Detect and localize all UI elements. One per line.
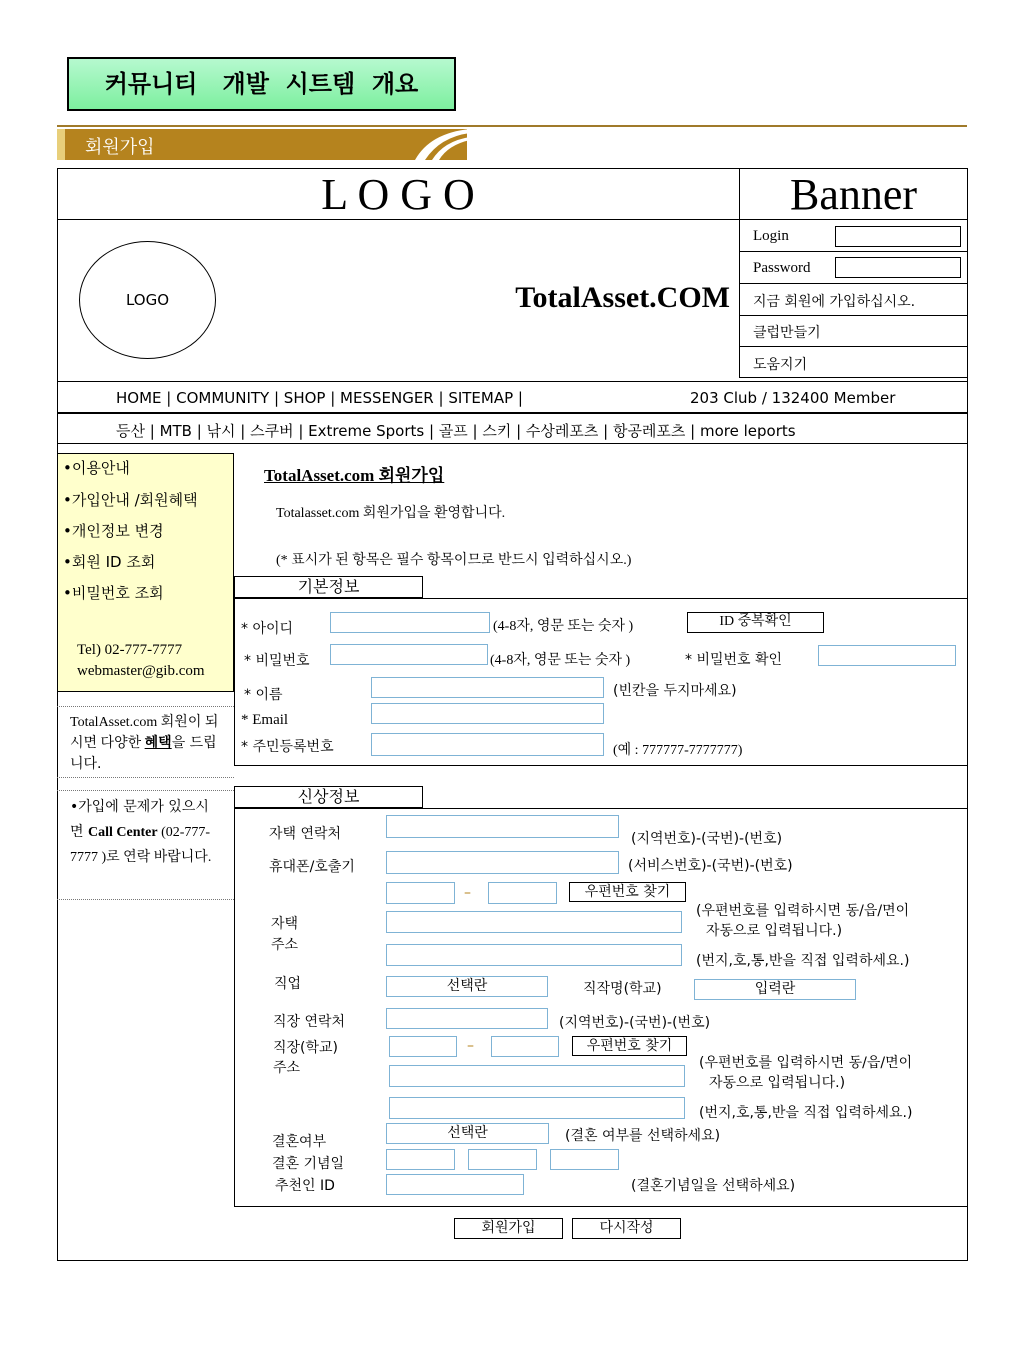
job-name-input[interactable]: 입력란 xyxy=(694,979,856,1000)
id-hint: (4-8자, 영문 또는 숫자 ) xyxy=(493,619,634,634)
password-field-label: * 비밀번호 xyxy=(244,653,310,669)
home-zip-hint-2: 자동으로 입력됩니다.) xyxy=(706,923,843,939)
anniversary-hint: (결혼기념일을 선택하세요) xyxy=(631,1178,796,1194)
job-label: 직업 xyxy=(274,976,302,992)
mobile-input[interactable] xyxy=(386,851,619,874)
join-link[interactable]: 지금 회원에 가입하십시오. xyxy=(753,294,916,310)
sidebar-item-password-lookup[interactable]: •비밀번호 조회 xyxy=(63,584,164,602)
login-label: Login xyxy=(753,228,789,244)
home-zip-hint-1: (우편번호를 입력하시면 동/읍/면이 xyxy=(696,903,910,919)
required-note: (* 표시가 된 항목은 필수 항목이므로 반드시 입력하십시오.) xyxy=(276,553,632,568)
marriage-select[interactable]: 선택란 xyxy=(386,1123,549,1144)
category-nav xyxy=(57,413,968,444)
work-address-label-1: 직장(학교) xyxy=(273,1040,339,1056)
work-address-detail-input[interactable] xyxy=(389,1097,685,1119)
section-label: 회원가입 xyxy=(85,137,155,158)
logo-circle-text: LOGO xyxy=(125,291,170,309)
work-address-input[interactable] xyxy=(389,1065,685,1087)
swoosh-decoration xyxy=(410,129,470,160)
sidebar-help xyxy=(57,790,234,900)
mobile-hint: (서비스번호)-(국번)-(번호) xyxy=(628,858,793,874)
home-address-input[interactable] xyxy=(386,911,682,933)
work-zip-hint-1: (우편번호를 입력하시면 동/읍/면이 xyxy=(699,1055,913,1071)
home-phone-hint: (지역번호)-(국번)-(번호) xyxy=(631,831,783,847)
logo-circle[interactable] xyxy=(79,241,216,359)
anniversary-day-input[interactable] xyxy=(550,1149,619,1170)
banner-title[interactable]: Banner xyxy=(789,170,918,219)
basic-info-tab xyxy=(234,576,423,598)
job-select[interactable]: 선택란 xyxy=(386,976,548,997)
anniversary-label: 결혼 기념일 xyxy=(272,1156,345,1172)
password-confirm-input[interactable] xyxy=(818,645,956,666)
sidebar-item-profile-edit[interactable]: •개인정보 변경 xyxy=(63,522,164,540)
home-zip-input-2[interactable] xyxy=(488,882,557,904)
work-zip-input-2[interactable] xyxy=(491,1036,559,1057)
site-name: TotalAsset.COM xyxy=(515,281,730,314)
name-input[interactable] xyxy=(371,677,604,698)
password-field[interactable] xyxy=(330,644,488,665)
login-panel xyxy=(739,220,968,378)
benefit-text-post: 을 드립니다. xyxy=(70,735,217,772)
home-address-detail-hint: (번지,호,통,반을 직접 입력하세요.) xyxy=(696,953,910,969)
mobile-label: 휴대폰/호출기 xyxy=(269,859,355,875)
job-name-label: 직작명(학교) xyxy=(583,981,662,997)
password-label: Password xyxy=(753,260,811,276)
help-link[interactable]: 도움지기 xyxy=(753,357,808,373)
rrn-hint: (예 : 777777-7777777) xyxy=(613,743,743,758)
reset-button[interactable]: 다시작성 xyxy=(572,1218,681,1239)
welcome-text: Totalasset.com 회원가입을 환영합니다. xyxy=(276,506,506,521)
anniversary-month-input[interactable] xyxy=(468,1149,537,1170)
work-phone-label: 직장 연락처 xyxy=(273,1014,346,1030)
submit-button[interactable]: 회원가입 xyxy=(454,1218,563,1239)
name-label: * 이름 xyxy=(244,687,283,703)
home-address-label-2: 주소 xyxy=(271,937,299,953)
recommender-input[interactable] xyxy=(386,1174,524,1195)
section-divider-line xyxy=(57,125,967,127)
slide-title-box xyxy=(67,57,456,111)
recommender-label: 추천인 ID xyxy=(275,1178,335,1194)
category-nav-links[interactable]: 등산 | MTB | 낚시 | 스쿠버 | Extreme Sports | 골프 | 스키 | 수상레포츠 | 항공레포츠 | more leports xyxy=(116,422,796,440)
form-title: TotalAsset.com 회원가입 xyxy=(264,466,445,485)
marriage-label: 결혼여부 xyxy=(272,1134,327,1150)
id-label: * 아이디 xyxy=(241,621,294,637)
home-phone-label: 자택 연락처 xyxy=(269,826,342,842)
rrn-input[interactable] xyxy=(371,733,604,756)
sidebar-tel: Tel) 02-777-7777 xyxy=(77,642,183,658)
password-input[interactable] xyxy=(835,257,961,278)
sidebar-menu xyxy=(57,453,234,692)
sidebar-email[interactable]: webmaster@gib.com xyxy=(77,663,205,679)
name-hint: (빈칸을 두지마세요) xyxy=(613,683,737,699)
work-zip-search-button[interactable]: 우편번호 찾기 xyxy=(572,1036,687,1056)
login-input[interactable] xyxy=(835,226,961,247)
id-input[interactable] xyxy=(330,612,490,633)
benefit-text-pre: TotalAsset.com 회원이 되시면 다양한 xyxy=(70,715,219,751)
work-zip-dash: – xyxy=(467,1038,474,1054)
nav-stats: 203 Club / 132400 Member xyxy=(690,389,896,407)
email-input[interactable] xyxy=(371,703,604,724)
sidebar-item-usage[interactable]: •이용안내 xyxy=(63,459,130,477)
marriage-hint: (결혼 여부를 선택하세요) xyxy=(565,1128,721,1144)
work-zip-input-1[interactable] xyxy=(389,1036,457,1057)
email-label: * Email xyxy=(241,712,289,728)
home-address-label-1: 자택 xyxy=(271,916,299,932)
help-text-post: (02-777-7777 )로 연락 바랍니다. xyxy=(70,825,212,865)
section-bar xyxy=(57,129,467,160)
personal-info-tab-label: 신상정보 xyxy=(297,787,360,806)
basic-info-tab-label: 기본정보 xyxy=(297,577,360,596)
work-phone-input[interactable] xyxy=(386,1008,548,1029)
club-link[interactable]: 클럽만들기 xyxy=(753,325,821,341)
anniversary-year-input[interactable] xyxy=(386,1149,455,1170)
benefit-link[interactable]: 혜택 xyxy=(144,735,172,751)
personal-info-tab xyxy=(234,786,423,808)
work-address-label-2: 주소 xyxy=(273,1060,301,1076)
home-phone-input[interactable] xyxy=(386,815,619,838)
work-address-detail-hint: (번지,호,통,반을 직접 입력하세요.) xyxy=(699,1105,913,1121)
home-address-detail-input[interactable] xyxy=(386,944,682,966)
sidebar-benefit xyxy=(57,706,234,778)
password-hint: (4-8자, 영문 또는 숫자 ) xyxy=(490,653,631,668)
id-check-button[interactable]: ID 중복확인 xyxy=(687,612,824,633)
password-confirm-label: * 비밀번호 확인 xyxy=(685,652,783,668)
logo-title: L O G O xyxy=(321,170,475,219)
sidebar-item-join-benefit[interactable]: •가입안내 /회원혜택 xyxy=(63,491,198,509)
home-zip-search-button[interactable]: 우편번호 찾기 xyxy=(569,882,686,902)
home-zip-dash: – xyxy=(464,885,471,901)
main-nav xyxy=(57,381,968,413)
sidebar-item-id-lookup[interactable]: •회원 ID 조회 xyxy=(63,553,156,571)
rrn-label: * 주민등록번호 xyxy=(241,739,334,755)
work-zip-hint-2: 자동으로 입력됩니다.) xyxy=(709,1075,846,1091)
main-nav-links[interactable]: HOME | COMMUNITY | SHOP | MESSENGER | SITEMAP | xyxy=(116,389,523,407)
help-call-center: Call Center xyxy=(87,825,158,840)
work-phone-hint: (지역번호)-(국번)-(번호) xyxy=(559,1015,711,1031)
slide-title: 커뮤니티 개발 시트템 개요 xyxy=(104,70,419,98)
home-zip-input-1[interactable] xyxy=(386,882,455,904)
help-text-pre: •가입에 문제가 있으시면 xyxy=(70,799,209,840)
